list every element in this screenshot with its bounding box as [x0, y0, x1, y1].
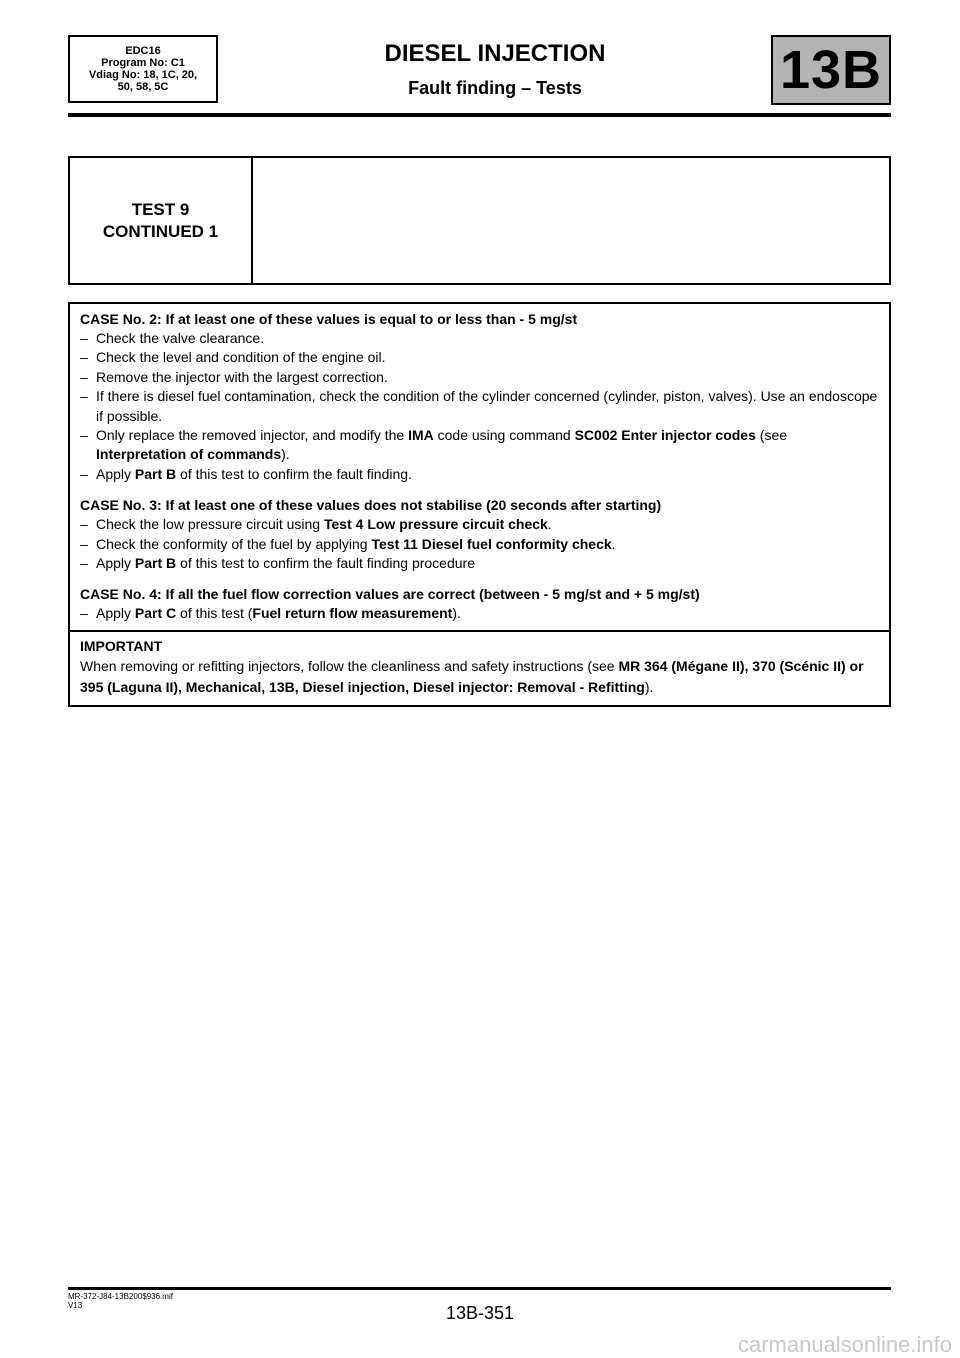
- step-list: [80, 604, 881, 623]
- text-run: Apply: [96, 605, 135, 622]
- test-blank-cell: [253, 158, 889, 283]
- file-reference: MR-372-J84-13B200$936.mif: [68, 1292, 173, 1301]
- vehicle-info-box: [68, 35, 218, 103]
- text-run: Check the low pressure circuit using: [96, 516, 324, 533]
- text-run: Check the valve clearance.: [96, 330, 265, 346]
- list-item: [80, 387, 881, 426]
- list-item: [80, 426, 881, 465]
- page-number: 13B-351: [445, 1303, 515, 1323]
- text-run: Remove the injector with the largest correction.: [96, 368, 388, 385]
- document-reference: [68, 1292, 173, 1310]
- text-run: Only replace the removed injector, and modify the: [96, 427, 409, 444]
- list-item: [80, 348, 881, 367]
- model-line: Program No: C1: [101, 57, 185, 69]
- bold-reference: Part B: [134, 465, 177, 482]
- bold-reference: IMA: [408, 427, 434, 444]
- version-label: V13: [68, 1301, 83, 1310]
- list-item: [80, 368, 881, 387]
- case-title: CASE No. 4: If all the fuel flow correction values are correct (between - 5 mg/st and + 5 mg/st): [80, 586, 700, 603]
- list-item: [80, 535, 881, 554]
- text-run: of this test to confirm the fault finding procedure: [176, 555, 475, 572]
- important-section: [70, 632, 889, 705]
- bold-reference: SC002 Enter injector codes: [574, 427, 756, 444]
- bold-reference: Part C: [134, 605, 177, 622]
- cases-container: [70, 304, 889, 630]
- text-run: code using command: [433, 427, 575, 444]
- text-run: .: [611, 535, 616, 552]
- text-run: ).: [281, 446, 290, 463]
- header-divider: [68, 113, 891, 117]
- section-code-badge: 13B: [771, 35, 891, 105]
- test-heading-table: [68, 156, 891, 285]
- list-item: [80, 554, 881, 573]
- important-title: IMPORTANT: [80, 637, 163, 654]
- text-run: (see: [755, 427, 788, 444]
- bold-reference: Interpretation of commands: [96, 446, 282, 463]
- text-run: Apply: [96, 465, 135, 482]
- test-label-cell: [70, 158, 253, 283]
- text-run: ).: [644, 678, 654, 695]
- page-title: DIESEL INJECTION: [384, 40, 606, 67]
- case-section: [70, 304, 889, 490]
- case-title: CASE No. 2: If at least one of these values is equal to or less than - 5 mg/st: [80, 311, 578, 327]
- text-run: of this test to confirm the fault finding.: [176, 465, 412, 482]
- text-run: If there is diesel fuel contamination, check the condition of the cylinder concerned (cylinder, piston, valves). Use an endoscope if possible.: [96, 388, 878, 424]
- model-line: 50, 58, 5C: [117, 81, 169, 93]
- case-title: CASE No. 3: If at least one of these values does not stabilise (20 seconds after starting): [80, 497, 662, 514]
- step-list: [80, 515, 881, 573]
- text-run: Check the level and condition of the engine oil.: [96, 349, 386, 366]
- text-run: When removing or refitting injectors, follow the cleanliness and safety instructions (see: [80, 657, 619, 674]
- text-run: ).: [452, 605, 461, 622]
- step-list: [80, 329, 881, 484]
- cases-table: [68, 302, 891, 707]
- bold-reference: MR 364 (Mégane II), 370 (Scénic II) or 395 (Laguna II), Mechanical, 13B, Diesel injection, Diesel injector: Removal - Refitting: [80, 657, 864, 695]
- model-line: Vdiag No: 18, 1C, 20,: [88, 69, 198, 81]
- list-item: [80, 604, 881, 623]
- model-line: EDC16: [125, 45, 161, 57]
- test-continuation: CONTINUED 1: [102, 221, 219, 241]
- text-run: of this test (: [176, 605, 253, 622]
- text-run: Apply: [96, 555, 135, 572]
- bold-reference: Part B: [134, 555, 177, 572]
- bold-reference: Test 11 Diesel fuel conformity check: [371, 535, 612, 552]
- watermark: carmanualsonline.info: [737, 1332, 952, 1357]
- list-item: [80, 465, 881, 484]
- important-body: [80, 656, 881, 698]
- bold-reference: Test 4 Low pressure circuit check: [324, 516, 548, 533]
- page-subtitle: Fault finding – Tests: [408, 78, 582, 98]
- text-run: .: [547, 516, 552, 533]
- list-item: [80, 515, 881, 534]
- footer-divider: [68, 1287, 891, 1290]
- list-item: [80, 329, 881, 348]
- case-section: [70, 490, 889, 579]
- case-section: [70, 579, 889, 629]
- bold-reference: Fuel return flow measurement: [252, 605, 453, 622]
- text-run: Check the conformity of the fuel by applying: [96, 535, 372, 552]
- test-number: TEST 9: [131, 199, 190, 219]
